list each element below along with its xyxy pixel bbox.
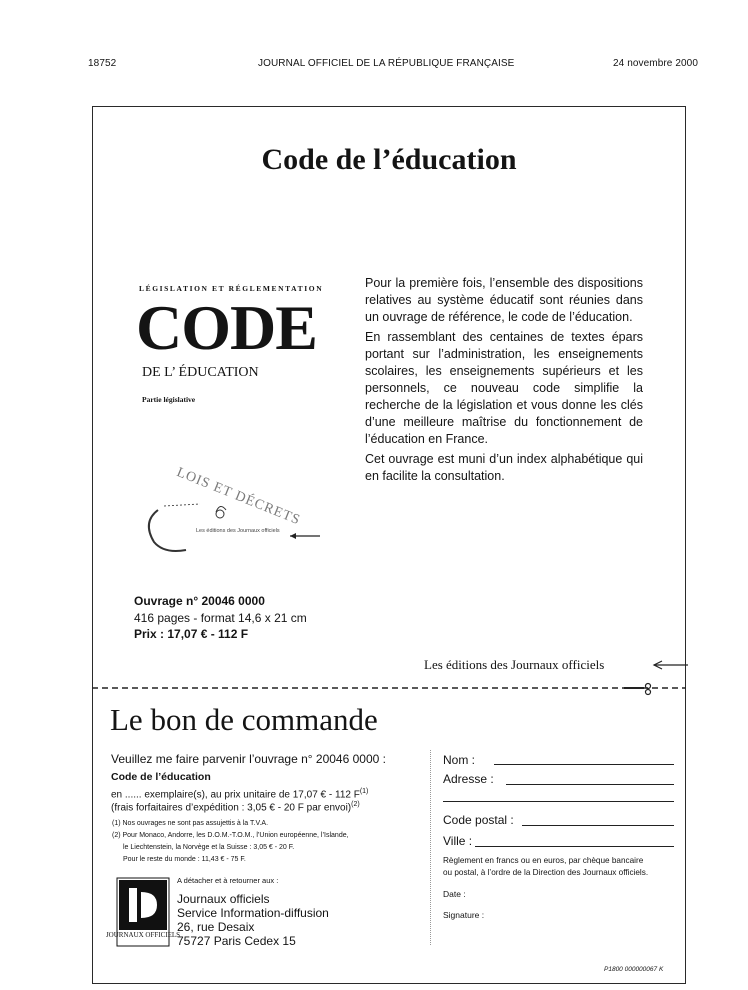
shipping-text: (frais forfaitaires d’expédition : 3,05 € - 20 F par envoi) xyxy=(111,802,352,814)
cover-subtitle: DE L’ ÉDUCATION xyxy=(142,365,259,380)
form-separator xyxy=(430,750,431,945)
copies-text: en ...... exemplaire(s), au prix unitaire de 17,07 € - 112 F xyxy=(111,789,360,801)
product-number: Ouvrage n° 20046 0000 xyxy=(134,594,265,608)
ad-title: Code de l’éducation xyxy=(261,143,517,176)
ad-description xyxy=(365,275,643,488)
payment-line-a: Règlement en francs ou en euros, par chèque bancaire xyxy=(443,856,644,865)
desc-paragraph: Pour la première fois, l’ensemble des dispositions relatives au système éducatif sont réunies dans un ouvrage de référence, le code de l’éducation. xyxy=(365,276,643,324)
scissors-icon xyxy=(624,684,651,695)
order-form-title: Le bon de commande xyxy=(110,702,378,737)
cover-stamp: LOIS ET DÉCRETS xyxy=(174,465,303,529)
order-shipping: (frais forfaitaires d’expédition : 3,05 € - 20 F par envoi)$^{(2)}$ xyxy=(111,801,360,814)
signature-label: Signature : xyxy=(443,910,485,920)
cut-line xyxy=(92,683,686,697)
logo-text-journaux: JOURNAUX OFFICIELS xyxy=(105,931,181,939)
adresse-label: Adresse : xyxy=(443,772,494,786)
journaux-officiels-logo-icon xyxy=(105,878,181,946)
address-line: Journaux officiels xyxy=(177,892,270,906)
code-postal-field[interactable] xyxy=(522,825,674,826)
nom-field[interactable] xyxy=(494,764,674,765)
order-book: Code de l’éducation xyxy=(111,771,211,783)
page-number: 18752 xyxy=(88,58,117,69)
product-price: Prix : 17,07 € - 112 F xyxy=(134,627,249,641)
ville-label: Ville : xyxy=(443,834,473,848)
date-label: Date : xyxy=(443,889,466,899)
note-2c: Pour le reste du monde : 11,43 € - 75 F. xyxy=(123,856,246,863)
note-1: (1) Nos ouvrages ne sont pas assujettis à la T.V.A. xyxy=(112,820,269,827)
publisher-line: Les éditions des Journaux officiels xyxy=(424,657,605,672)
issue-date: 24 novembre 2000 xyxy=(613,58,698,69)
adresse-field-2[interactable] xyxy=(443,801,674,802)
order-request: Veuillez me faire parvenir l’ouvrage n° 20046 0000 : xyxy=(111,752,386,766)
ville-field[interactable] xyxy=(475,846,674,847)
desc-paragraph: Cet ouvrage est muni d’un index alphabétique qui en facilite la consultation. xyxy=(365,452,643,483)
payment-line-b: ou postal, à l’ordre de la Direction des Journaux officiels. xyxy=(443,868,649,877)
nom-label: Nom : xyxy=(443,753,476,767)
arrow-left-icon xyxy=(650,657,690,673)
cover-code: CODE xyxy=(136,292,317,363)
address-line: Service Information-diffusion xyxy=(177,906,329,920)
product-pages: 416 pages - format 14,6 x 21 cm xyxy=(134,611,307,625)
cover-publisher: Les éditions des Journaux officiels xyxy=(196,528,280,534)
code-postal-label: Code postal : xyxy=(443,813,514,827)
desc-paragraph: En rassemblant des centaines de textes épars portant sur l’administration, les enseignements scolaires, les enseignements supérieurs et les personnels, ce nouveau code simplifie la recherche de la législation et vous donne les clés d’une meilleure maîtrise du fonctionnement de l’éducation en France. xyxy=(365,330,643,446)
address-line: 75727 Paris Cedex 15 xyxy=(177,934,296,948)
journal-title: JOURNAL OFFICIEL DE LA RÉPUBLIQUE FRANÇAISE xyxy=(258,58,515,69)
footer-reference: P1800 000000067 K xyxy=(604,966,664,973)
note-2b: le Liechtenstein, la Norvège et la Suisse : 3,05 € - 20 F. xyxy=(123,844,295,851)
cover-series: LÉGISLATION ET RÉGLEMENTATION xyxy=(139,284,324,293)
address-line: 26, rue Desaix xyxy=(177,920,255,934)
note-2a: (2) Pour Monaco, Andorre, les D.O.M.-T.O.M., l’Union européenne, l’Islande, xyxy=(112,832,349,839)
adresse-field[interactable] xyxy=(506,784,674,785)
order-copies: en ...... exemplaire(s), au prix unitaire de 17,07 € - 112 $F^{(1)}$ xyxy=(111,788,369,801)
detach-note: A détacher et à retourner aux : xyxy=(177,876,279,885)
cover-part: Partie législative xyxy=(142,395,196,404)
